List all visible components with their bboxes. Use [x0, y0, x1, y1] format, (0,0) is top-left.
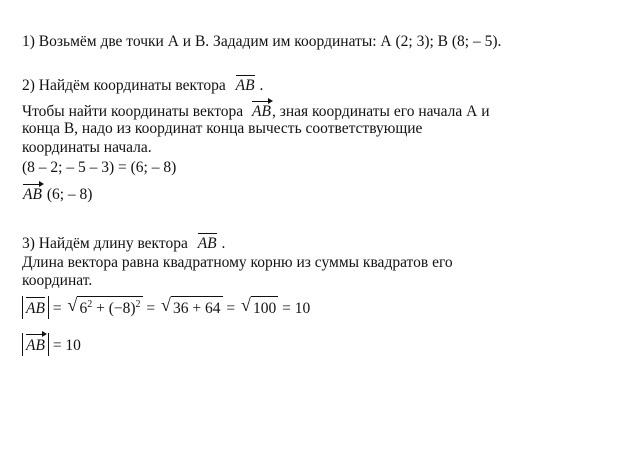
step2-calc-text: (8 – 2; – 5 – 3) = (6; – 8)	[22, 159, 177, 176]
vector-ab-arrow: AB	[23, 183, 42, 204]
step1-text: 1) Возьмём две точки А и В. Зададим им координаты: А (2; 3); В (8; – 5).	[22, 33, 502, 50]
radical-sign-icon: √	[161, 295, 171, 315]
vector-ab: AB	[26, 296, 45, 319]
step2-result-coords: (6; – 8)	[46, 186, 93, 203]
step2-calculation	[22, 159, 176, 177]
step2-p2-text: конца В, надо из координат конца вычесть соответствующие	[22, 120, 423, 137]
step3-heading-dot: .	[221, 235, 226, 252]
radical-sign-icon: √	[241, 295, 251, 315]
vector-ab-arrow: AB	[252, 100, 271, 121]
step3-paragraph-line-2	[22, 272, 92, 290]
sqrt-sum-of-squares	[67, 296, 142, 320]
sqrt-36-plus-64	[161, 296, 223, 320]
step1-line	[22, 33, 501, 51]
step2-p1-tail: , зная координаты его начала А и	[271, 103, 490, 120]
formula-plus: +	[96, 300, 105, 317]
step3-heading-text: 3) Найдём длину вектора	[22, 235, 188, 252]
step2-p3-text: координаты начала.	[22, 139, 152, 156]
step2-paragraph-line-2	[22, 120, 422, 138]
length-result	[22, 333, 81, 357]
step3-p2-text: координат.	[22, 272, 93, 289]
vector-ab: AB	[236, 74, 255, 95]
vector-ab: AB	[198, 232, 217, 253]
sqrt-100	[241, 296, 278, 320]
radicand: 100	[251, 296, 278, 320]
step2-heading	[22, 74, 263, 95]
step2-paragraph-line-1	[22, 100, 490, 121]
absolute-value-bars	[22, 333, 49, 356]
formula-term-2: (−8)	[108, 300, 136, 317]
formula-result: = 10	[282, 300, 311, 317]
absolute-value-bars	[22, 296, 49, 319]
step3-paragraph-line-1	[22, 254, 453, 272]
formula-equals-3: =	[226, 300, 236, 317]
formula-exponent-1: 2	[87, 298, 93, 310]
formula-exponent-2: 2	[135, 298, 141, 310]
step3-heading	[22, 232, 225, 253]
vector-ab-arrow: AB	[26, 333, 45, 356]
radicand: 36 + 64	[171, 296, 223, 320]
length-formula	[22, 296, 310, 320]
step2-paragraph-line-3	[22, 139, 152, 157]
formula-equals-2: =	[146, 300, 156, 317]
step2-heading-dot: .	[259, 77, 264, 94]
step2-p1-text: Чтобы найти координаты вектора	[22, 103, 244, 120]
radicand	[77, 296, 142, 320]
formula-term-1: 6	[79, 300, 88, 317]
formula-equals-1: =	[52, 300, 62, 317]
step2-heading-text: 2) Найдём координаты вектора	[22, 77, 226, 94]
radical-sign-icon: √	[67, 295, 78, 315]
length-result-value: = 10	[52, 337, 81, 354]
step2-result	[22, 183, 92, 204]
step3-p1-text: Длина вектора равна квадратному корню из суммы квадратов его	[22, 254, 453, 271]
